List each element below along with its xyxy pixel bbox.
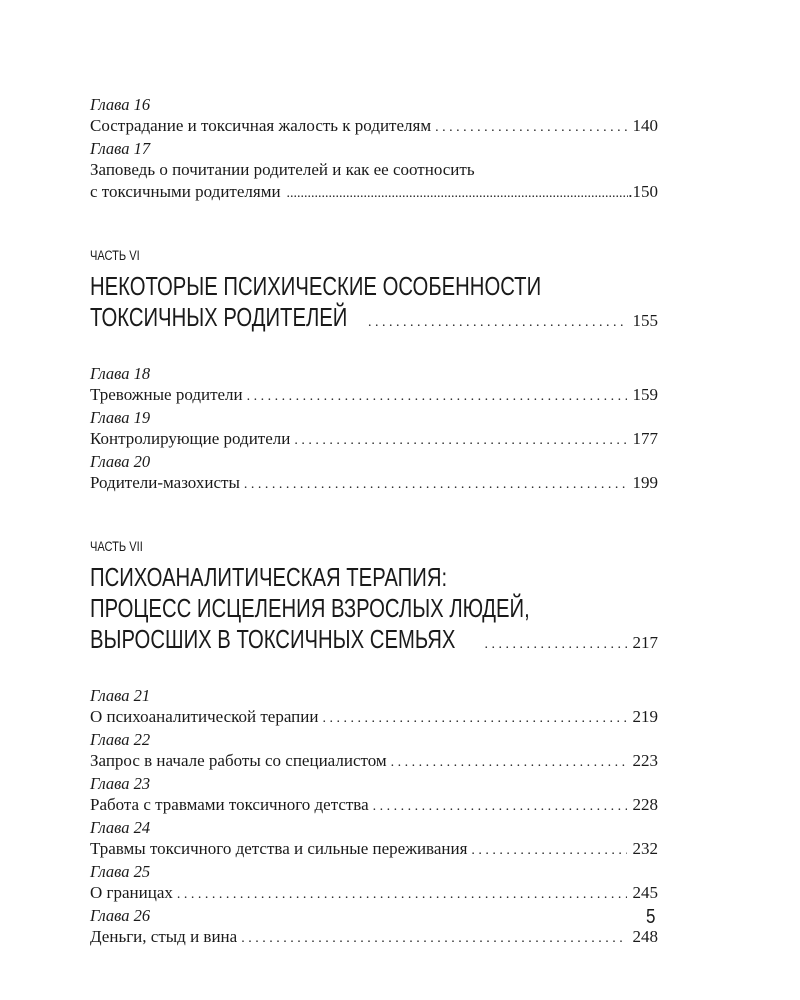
toc-entry-chapter-16[interactable]	[90, 95, 658, 139]
page-number: .150	[628, 182, 658, 201]
page-number: 223	[632, 751, 658, 770]
page-number: 199	[632, 473, 658, 492]
chapter-title: Деньги, стыд и вина	[90, 927, 238, 946]
chapter-label: Глава 20	[90, 452, 151, 471]
part-title-line: НЕКОТОРЫЕ ПСИХИЧЕСКИЕ ОСОБЕННОСТИ	[90, 271, 542, 301]
part-title[interactable]	[90, 562, 658, 660]
page-number: 245	[632, 883, 658, 902]
leader-dots	[177, 884, 627, 906]
page-folio-number: 5	[646, 906, 656, 928]
part-label: ЧАСТЬ VI	[90, 248, 140, 263]
chapter-title: О психоаналитической терапии	[90, 707, 319, 726]
part-title-line: ТОКСИЧНЫХ РОДИТЕЛЕЙ	[90, 302, 348, 332]
toc-entry-chapter-19[interactable]	[90, 408, 658, 452]
leader-dots	[247, 386, 627, 408]
page-number: 217	[632, 633, 658, 652]
leader-dots	[322, 708, 626, 730]
chapter-title: Травмы токсичного детства и сильные переживания	[90, 839, 468, 858]
chapter-title: Сострадание и токсичная жалость к родителям	[90, 116, 432, 135]
toc-entry-chapter-18[interactable]	[90, 364, 658, 408]
toc-entry-chapter-22[interactable]	[90, 730, 658, 774]
leader-dots	[241, 928, 626, 950]
page-number: 159	[632, 385, 658, 404]
chapter-label: Глава 22	[90, 730, 151, 749]
chapter-title: Родители-мазохисты	[90, 473, 240, 492]
leader-dots	[435, 117, 626, 139]
chapter-title-line-1: Заповедь о почитании родителей и как ее соотносить	[90, 160, 475, 179]
chapter-title: Тревожные родители	[90, 385, 243, 404]
chapter-label: Глава 23	[90, 774, 151, 793]
toc-part-6	[90, 247, 658, 496]
chapter-label: Глава 17	[90, 139, 151, 158]
leader-dots	[294, 430, 626, 452]
chapter-title: О границах	[90, 883, 173, 902]
page-number: 155	[632, 311, 658, 330]
toc-entry-chapter-26[interactable]	[90, 906, 658, 950]
chapter-label: Глава 24	[90, 818, 151, 837]
page-number: 219	[632, 707, 658, 726]
page-number: 228	[632, 795, 658, 814]
part-title-line: ПСИХОАНАЛИТИЧЕСКАЯ ТЕРАПИЯ:	[90, 562, 448, 592]
chapter-title-line-2: с токсичными родителями	[90, 182, 281, 201]
table-of-contents	[90, 95, 658, 950]
page-number: 140	[632, 116, 658, 135]
toc-entry-chapter-17[interactable]	[90, 139, 658, 205]
toc-entry-chapter-23[interactable]	[90, 774, 658, 818]
leader-dots	[368, 307, 627, 338]
toc-entry-chapter-21[interactable]	[90, 686, 658, 730]
part-title-line: ВЫРОСШИХ В ТОКСИЧНЫХ СЕМЬЯХ	[90, 624, 456, 654]
page-number: 177	[632, 429, 658, 448]
leader-dots	[244, 474, 627, 496]
chapter-title: Работа с травмами токсичного детства	[90, 795, 369, 814]
chapter-label: Глава 26	[90, 906, 151, 925]
toc-part-7	[90, 538, 658, 950]
part-title-line: ПРОЦЕСС ИСЦЕЛЕНИЯ ВЗРОСЛЫХ ЛЮДЕЙ,	[90, 593, 530, 623]
leader-dots	[287, 183, 629, 205]
chapter-title: Контролирующие родители	[90, 429, 291, 448]
leader-dots	[373, 796, 627, 818]
chapter-label: Глава 21	[90, 686, 151, 705]
part-label: ЧАСТЬ VII	[90, 539, 143, 554]
toc-entry-chapter-25[interactable]	[90, 862, 658, 906]
chapter-label: Глава 18	[90, 364, 151, 383]
page-number: 232	[632, 839, 658, 858]
toc-entry-chapter-20[interactable]	[90, 452, 658, 496]
chapter-label: Глава 19	[90, 408, 151, 427]
chapter-label: Глава 25	[90, 862, 151, 881]
chapter-title: Запрос в начале работы со специалистом	[90, 751, 387, 770]
leader-dots	[485, 629, 627, 660]
part-title[interactable]	[90, 271, 658, 338]
leader-dots	[391, 752, 627, 774]
toc-entry-chapter-24[interactable]	[90, 818, 658, 862]
page-number: 248	[632, 927, 658, 946]
leader-dots	[471, 840, 626, 862]
chapter-label: Глава 16	[90, 95, 151, 114]
